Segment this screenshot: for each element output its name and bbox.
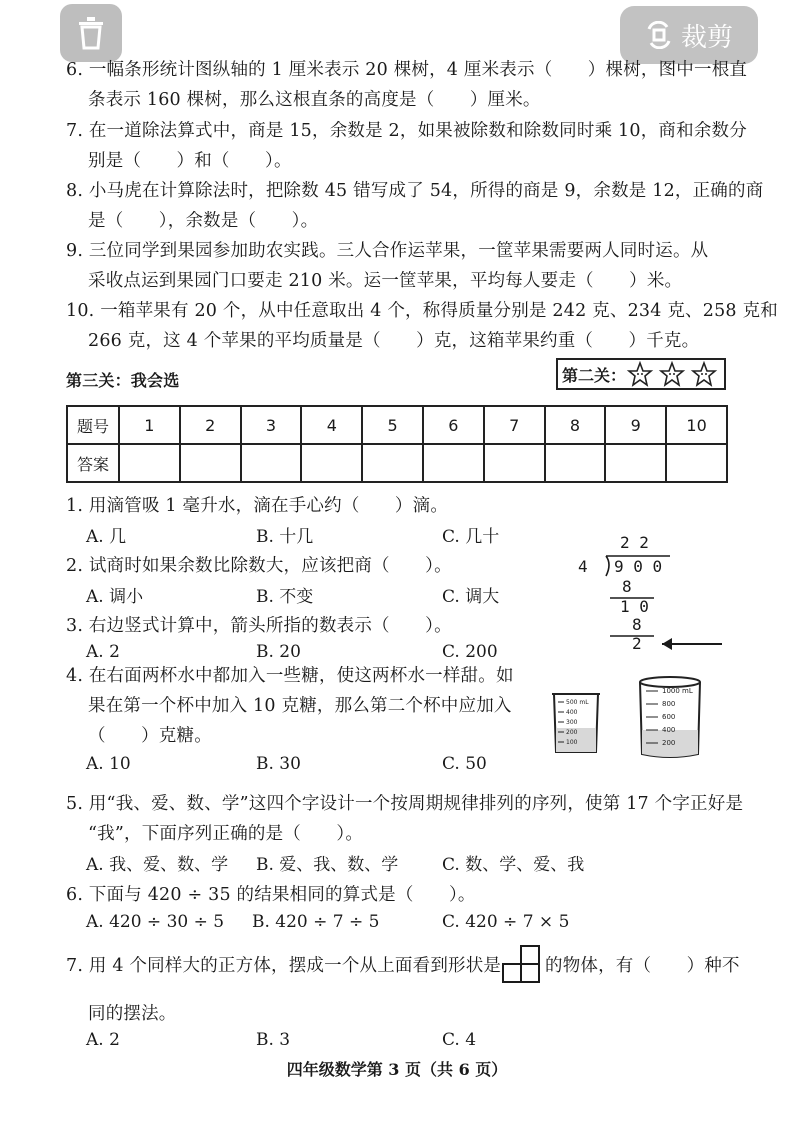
answer-table	[66, 405, 728, 483]
cup2-mark: 400	[662, 726, 676, 734]
table-row	[67, 406, 727, 444]
q4-stem-line2: 果在第一个杯中加入 10 克糖，那么第二个杯中应加入	[88, 696, 512, 716]
q7-option-a: A. 2	[86, 1030, 120, 1050]
answer-cell[interactable]	[423, 444, 484, 482]
question-number: 7	[484, 406, 545, 444]
question-number: 5	[362, 406, 423, 444]
cup2-mark: 1000 mL	[662, 687, 693, 695]
beaker-500ml-figure	[550, 690, 602, 756]
long-division-figure	[570, 532, 730, 656]
cup1-mark: 300	[566, 719, 578, 726]
q10-fill-line1: 10. 一箱苹果有 20 个，从中任意取出 4 个，称得质量分别是 242 克、234 克、258 克和	[66, 301, 778, 321]
q2-stem: 2. 试商时如果余数比除数大，应该把商（ ）。	[66, 556, 452, 576]
q6-fill-line2: 条表示 160 棵树，那么这根直条的高度是（ ）厘米。	[88, 90, 541, 110]
answer-cell[interactable]	[545, 444, 606, 482]
q3-stem: 3. 右边竖式计算中，箭头所指的数表示（ ）。	[66, 616, 452, 636]
q5-option-b: B. 爱、我、数、学	[256, 855, 399, 875]
row-header: 题号	[67, 406, 119, 444]
q7-stem-part1: 7. 用 4 个同样大的正方体，摆成一个从上面看到形状是	[66, 956, 502, 976]
division-step1: 8	[622, 577, 632, 596]
answer-cell[interactable]	[605, 444, 666, 482]
question-number: 10	[666, 406, 727, 444]
q1-option-a: A. 几	[86, 527, 127, 547]
cup1-mark: 400	[566, 709, 578, 716]
q7-stem-line2: 同的摆法。	[88, 1004, 177, 1024]
star-rating-icon	[626, 361, 722, 387]
cup1-mark: 500 mL	[566, 699, 589, 706]
score-stamp	[556, 358, 726, 390]
answer-cell[interactable]	[241, 444, 302, 482]
cup2-mark: 200	[662, 739, 676, 747]
question-number: 6	[423, 406, 484, 444]
q2-option-a: A. 调小	[86, 587, 144, 607]
q4-option-a: A. 10	[86, 754, 131, 774]
q3-option-c: C. 200	[442, 642, 498, 662]
cup2-mark: 800	[662, 700, 676, 708]
page-footer: 四年级数学第 3 页（共 6 页）	[286, 1060, 508, 1079]
question-number: 4	[301, 406, 362, 444]
cup2-mark: 600	[662, 713, 676, 721]
q7-fill-line1: 7. 在一道除法算式中，商是 15，余数是 2，如果被除数和除数同时乘 10，商和余数分	[66, 121, 747, 141]
q7-fill-line2: 别是（ ）和（ ）。	[88, 151, 292, 171]
q6-stem: 6. 下面与 420 ÷ 35 的结果相同的算式是（ ）。	[66, 885, 476, 905]
row-header: 答案	[67, 444, 119, 482]
q4-stem-line3: （ ）克糖。	[88, 726, 212, 746]
q3-option-a: A. 2	[86, 642, 120, 662]
question-number: 8	[545, 406, 606, 444]
q6-option-c: C. 420 ÷ 7 × 5	[442, 912, 570, 932]
trash-icon	[76, 16, 106, 50]
q9-fill-line2: 采收点运到果园门口要走 210 米。运一筐苹果，平均每人要走（ ）米。	[88, 271, 683, 291]
question-number: 9	[605, 406, 666, 444]
answer-cell[interactable]	[666, 444, 727, 482]
delete-button[interactable]	[60, 4, 122, 62]
q7-stem-part2: 的物体，有（ ）种不	[545, 956, 740, 976]
q6-fill-line1: 6. 一幅条形统计图纵轴的 1 厘米表示 20 棵树，4 厘米表示（ ）棵树，图中一根直	[66, 60, 748, 80]
division-divisor: 4	[578, 557, 588, 576]
answer-cell[interactable]	[362, 444, 423, 482]
arrow-icon	[662, 638, 722, 650]
q6-option-b: B. 420 ÷ 7 ÷ 5	[252, 912, 380, 932]
division-dividend: 9 0 0	[614, 557, 663, 576]
answer-cell[interactable]	[301, 444, 362, 482]
q2-option-c: C. 调大	[442, 587, 500, 607]
crop-icon	[645, 21, 673, 49]
answer-cell[interactable]	[484, 444, 545, 482]
q3-option-b: B. 20	[256, 642, 301, 662]
q5-option-c: C. 数、学、爱、我	[442, 855, 585, 875]
question-number: 2	[180, 406, 241, 444]
q8-fill-line2: 是（ ），余数是（ ）。	[88, 211, 319, 231]
cup1-mark: 200	[566, 729, 578, 736]
top-view-shape-figure	[500, 944, 542, 984]
q1-option-c: C. 几十	[442, 527, 500, 547]
table-row	[67, 444, 727, 482]
q1-option-b: B. 十几	[256, 527, 314, 547]
answer-cell[interactable]	[180, 444, 241, 482]
q5-stem-line1: 5. 用“我、爱、数、学”这四个字设计一个按周期规律排列的序列，使第 17 个字正好是	[66, 794, 744, 814]
division-step2: 1 0	[620, 597, 649, 616]
q5-stem-line2: “我”，下面序列正确的是（ ）。	[88, 824, 364, 844]
question-number: 3	[241, 406, 302, 444]
q2-option-b: B. 不变	[256, 587, 314, 607]
q1-stem: 1. 用滴管吸 1 毫升水，滴在手心约（ ）滴。	[66, 496, 449, 516]
beaker-1000ml-figure	[636, 674, 704, 760]
q4-option-c: C. 50	[442, 754, 487, 774]
stamp-label: 第二关：	[562, 365, 627, 385]
question-number: 1	[119, 406, 180, 444]
crop-label: 裁剪	[680, 22, 733, 53]
q7-option-c: C. 4	[442, 1030, 477, 1050]
q7-option-b: B. 3	[256, 1030, 291, 1050]
q4-stem-line1: 4. 在右面两杯水中都加入一些糖，使这两杯水一样甜。如	[66, 666, 514, 686]
section-title: 第三关：我会选	[66, 371, 180, 390]
q9-fill-line1: 9. 三位同学到果园参加助农实践。三人合作运苹果，一筐苹果需要两人同时运。从	[66, 241, 709, 261]
division-step3: 8	[632, 615, 642, 634]
answer-cell[interactable]	[119, 444, 180, 482]
q4-option-b: B. 30	[256, 754, 301, 774]
q10-fill-line2: 266 克，这 4 个苹果的平均质量是（ ）克，这箱苹果约重（ ）千克。	[88, 331, 700, 351]
division-quotient: 2 2	[620, 533, 649, 552]
q6-option-a: A. 420 ÷ 30 ÷ 5	[86, 912, 225, 932]
q8-fill-line1: 8. 小马虎在计算除法时，把除数 45 错写成了 54，所得的商是 9，余数是 12，正确的商	[66, 181, 764, 201]
division-remainder: 2	[632, 634, 642, 653]
cup1-mark: 100	[566, 739, 578, 746]
q5-option-a: A. 我、爱、数、学	[86, 855, 229, 875]
